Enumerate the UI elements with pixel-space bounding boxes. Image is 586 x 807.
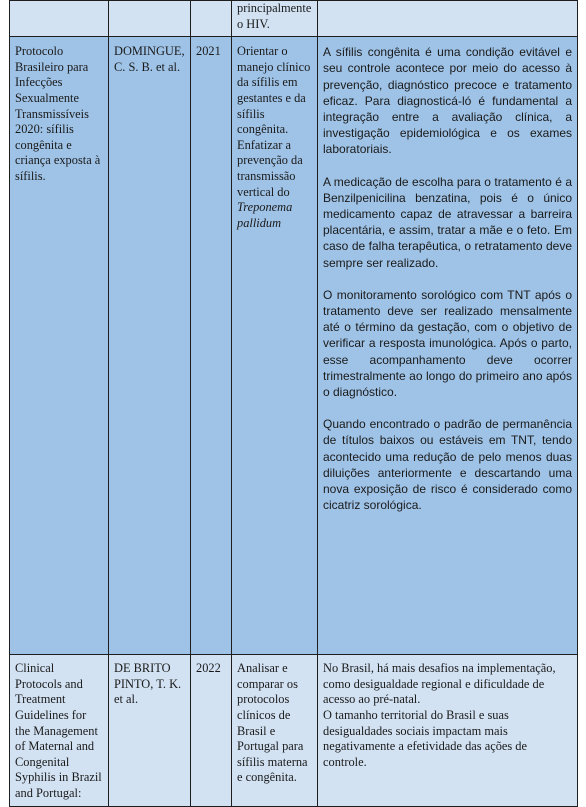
authors-cell: DOMINGUE, C. S. B. et al.	[109, 37, 191, 655]
table-row	[10, 1, 578, 37]
finding-paragraph: No Brasil, há mais desafios na implementação, como desigualdade regional e dificuldade de acesso ao pré-natal.	[323, 661, 556, 707]
year-cell	[191, 1, 232, 37]
objective-text: Orientar o manejo clínico da sífilis em gestantes e da sífilis congênita. Enfatizar a prevenção da transmissão vertical do	[237, 44, 311, 199]
table-row	[10, 655, 578, 806]
findings-cell	[318, 655, 578, 806]
year-cell: 2021	[191, 37, 232, 655]
reference-cell	[10, 1, 109, 37]
literature-review-table	[9, 0, 578, 807]
finding-paragraph: O tamanho territorial do Brasil e suas desigualdades sociais impactam mais negativamente a efetividade das ações de controle.	[323, 707, 527, 769]
authors-cell	[109, 1, 191, 37]
findings-cell	[318, 37, 578, 655]
objective-cell: principalmente o HIV.	[232, 1, 318, 37]
finding-paragraph: Quando encontrado o padrão de permanência de títulos baixos ou estáveis em TNT, tendo acontecido uma redução de pelo menos duas diluições anteriormente e descartando uma nova exposição de risco é considerado como cicatriz sorológica.	[323, 417, 572, 513]
reference-cell: Protocolo Brasileiro para Infecções Sexualmente Transmissíveis 2020: sífilis congênita e criança exposta à sífilis.	[10, 37, 109, 655]
objective-cell: Analisar e comparar os protocolos clínicos de Brasil e Portugal para sífilis materna e congênita.	[232, 655, 318, 806]
species-name: Treponema pallidum	[237, 200, 293, 230]
objective-cell	[232, 37, 318, 655]
reference-cell: Clinical Protocols and Treatment Guidelines for the Management of Maternal and Congenital Syphilis in Brazil and Portugal:	[10, 655, 109, 806]
table-row	[10, 37, 578, 655]
findings-cell	[318, 1, 578, 37]
year-cell: 2022	[191, 655, 232, 806]
finding-paragraph: O monitoramento sorológico com TNT após o tratamento deve ser realizado mensalmente até o término da gestação, com o objetivo de verificar a resposta imunológica. Após o parto, esse acompanhamento deve ocorrer trimestralmente ao longo do primeiro ano após o diagnóstico.	[323, 287, 572, 400]
finding-paragraph: A sífilis congênita é uma condição evitável e seu controle acontece por meio do acesso à prevenção, diagnóstico precoce e tratamento eficaz. Para diagnosticá-ló é fundamental a integração entre a avaliação clínica, a investigação epidemiológica e os exames laboratoriais.	[323, 45, 572, 157]
finding-paragraph: A medicação de escolha para o tratamento é a Benzilpenicilina benzatina, pois é o único medicamento capaz de atravessar a barreira placentária, e assim, tratar a mãe e o feto. Em caso de falha terapêutica, o retratamento deve sempre ser realizado.	[323, 174, 572, 270]
authors-cell: DE BRITO PINTO, T. K. et al.	[109, 655, 191, 806]
